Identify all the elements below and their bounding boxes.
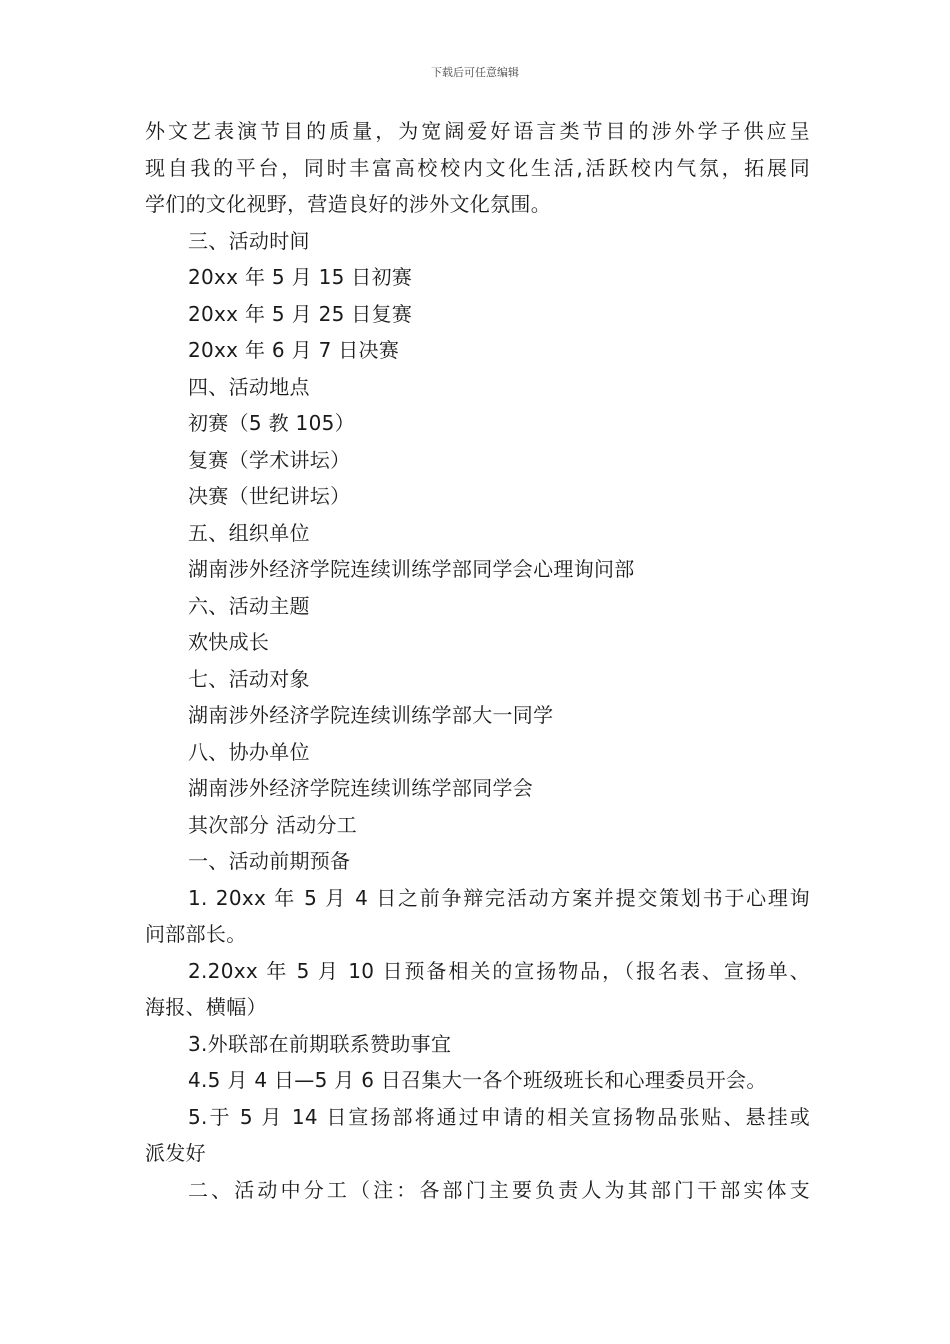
paragraph-line: 二、活动中分工（注：各部门主要负责人为其部门干部实体支	[188, 1177, 810, 1202]
paragraph-line: 复赛（学术讲坛）	[188, 447, 351, 472]
paragraph-line: 5.于 5 月 14 日宣扬部将通过申请的相关宣扬物品张贴、悬挂或	[188, 1104, 810, 1129]
paragraph-line: 4.5 月 4 日—5 月 6 日召集大一各个班级班长和心理委员开会。	[188, 1068, 767, 1092]
paragraph-line: 派发好	[145, 1141, 206, 1165]
paragraph-line: 外文艺表演节目的质量，为宽阔爱好语言类节目的涉外学子供应呈	[145, 119, 810, 143]
paragraph-line: 学们的文化视野，营造良好的涉外文化氛围。	[145, 192, 551, 216]
paragraph-line: 2.20xx 年 5 月 10 日预备相关的宣扬物品，（报名表、宣扬单、	[188, 958, 810, 983]
paragraph-line: 20xx 年 5 月 25 日复赛	[188, 301, 413, 326]
paragraph-line: 湖南涉外经济学院连续训练学部同学会	[188, 776, 534, 800]
paragraph-line: 湖南涉外经济学院连续训练学部同学会心理询问部	[188, 557, 635, 581]
paragraph-line: 湖南涉外经济学院连续训练学部大一同学	[188, 703, 554, 727]
paragraph-line: 七、活动对象	[188, 666, 310, 691]
paragraph-line: 初赛（5 教 105）	[188, 411, 355, 435]
paragraph-line: 五、组织单位	[188, 520, 310, 545]
document-body	[145, 113, 810, 1208]
paragraph-line: 四、活动地点	[188, 374, 310, 399]
paragraph-line: 一、活动前期预备	[188, 849, 351, 873]
paragraph-line: 现自我的平台，同时丰富高校校内文化生活,活跃校内气氛，拓展同	[145, 155, 810, 180]
paragraph-line: 决赛（世纪讲坛）	[188, 484, 351, 508]
paragraph-line: 六、活动主题	[188, 593, 310, 618]
paragraph-line: 海报、横幅）	[145, 995, 267, 1019]
paragraph-line: 欢快成长	[188, 630, 270, 654]
paragraph-line: 3.外联部在前期联系赞助事宜	[188, 1031, 452, 1056]
paragraph-line: 问部部长。	[145, 922, 247, 946]
paragraph-line: 1. 20xx 年 5 月 4 日之前争辩完活动方案并提交策划书于心理询	[188, 885, 810, 910]
paragraph-line: 三、活动时间	[188, 228, 310, 253]
paragraph-line: 20xx 年 5 月 15 日初赛	[188, 265, 413, 289]
paragraph-line: 20xx 年 6 月 7 日决赛	[188, 338, 400, 362]
page-header: 下载后可任意编辑	[431, 66, 519, 79]
paragraph-line: 八、协办单位	[188, 739, 310, 764]
paragraph-line: 其次部分 活动分工	[188, 812, 358, 837]
